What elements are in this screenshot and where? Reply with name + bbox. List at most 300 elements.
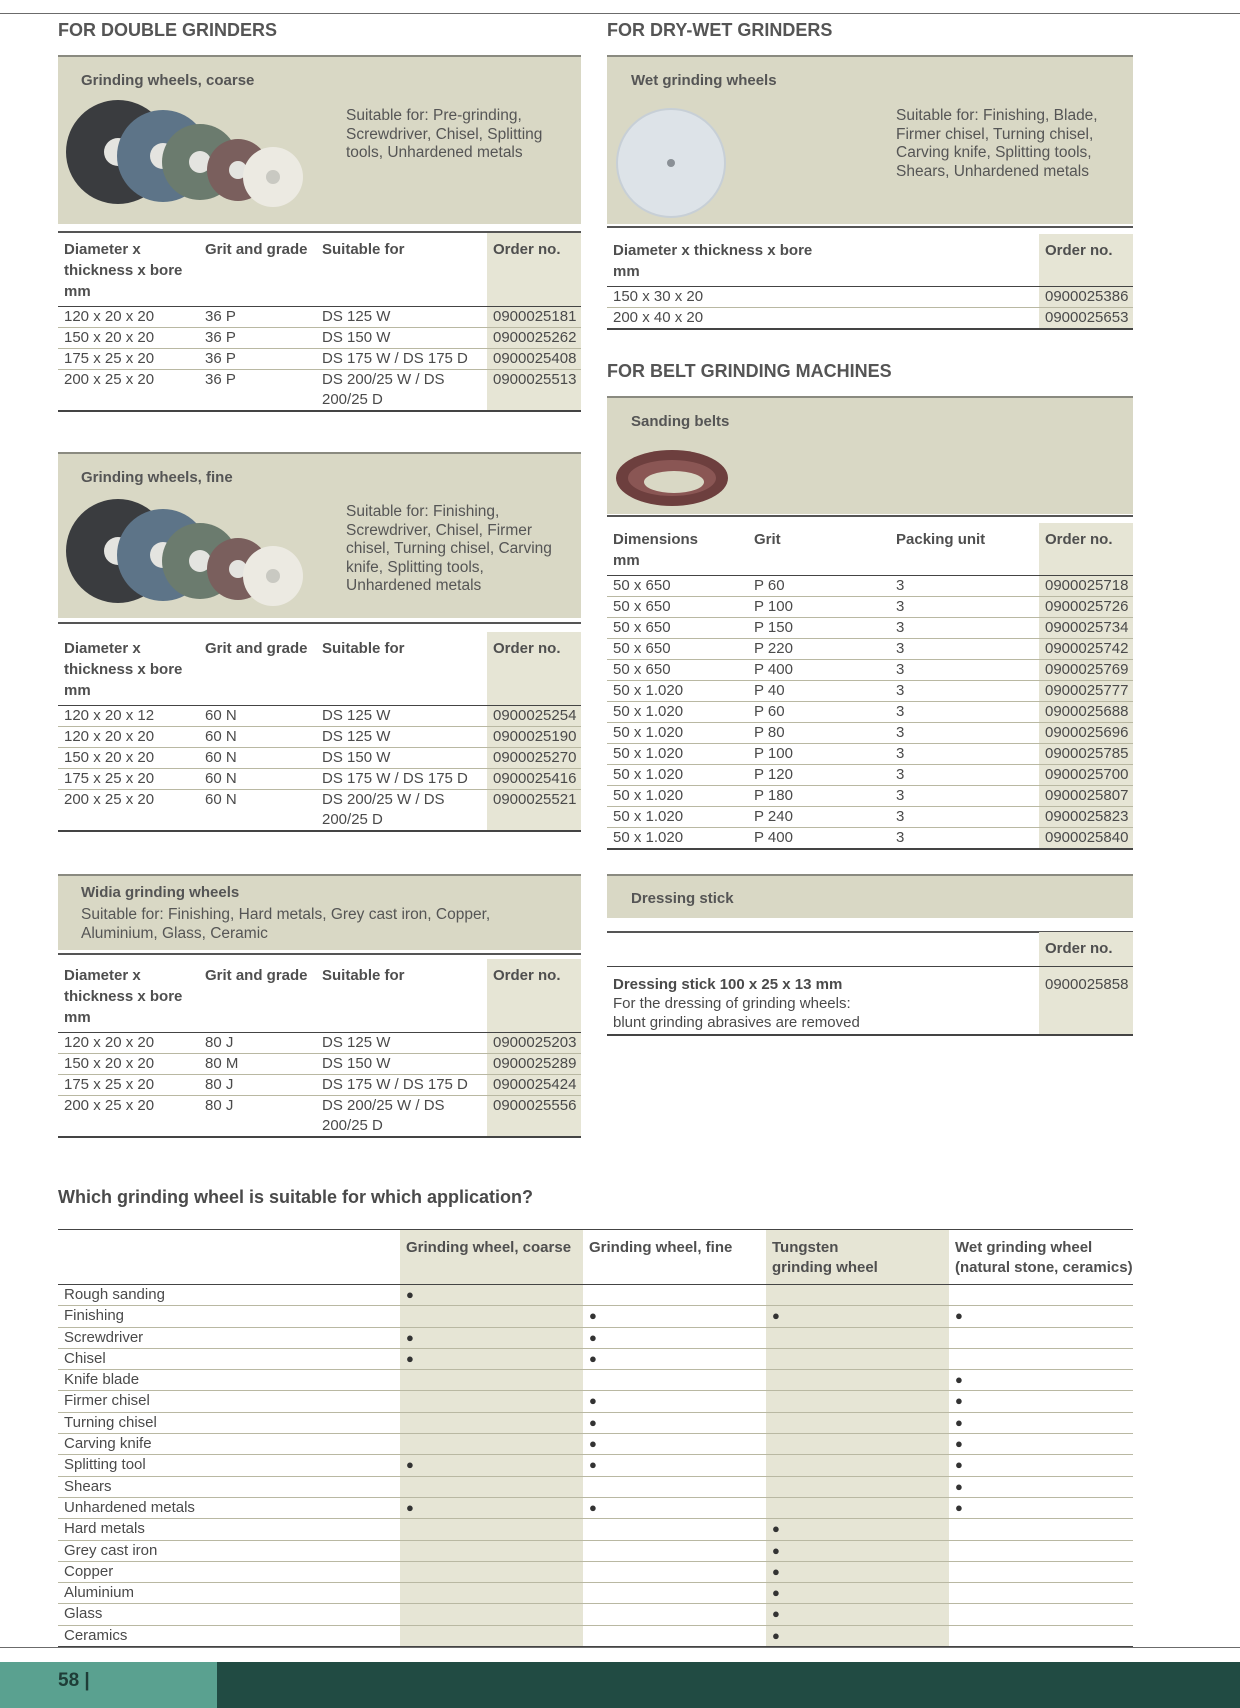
col-header-dimensions: Diameter x thickness x bore mm	[613, 242, 813, 280]
wet-grinding-wheel-image	[615, 107, 727, 224]
matrix-cell	[583, 1370, 766, 1391]
col-header-grit: Grit and grade	[205, 640, 308, 657]
matrix-cell	[766, 1476, 949, 1497]
order-number-cell: 0900025289	[487, 1054, 581, 1075]
table-cell: 60 N	[199, 769, 316, 790]
table-cell: P 400	[748, 660, 890, 681]
matrix-cell	[583, 1625, 766, 1647]
matrix-row	[58, 1561, 1133, 1582]
matrix-cell	[583, 1604, 766, 1625]
table-cell: 175 x 25 x 20	[58, 769, 199, 790]
table-cell: 50 x 1.020	[607, 723, 748, 744]
col-header-tungsten: Tungsten grinding wheel	[766, 1230, 949, 1285]
col-header-grit: Grit	[754, 531, 781, 548]
wet-card-title: Wet grinding wheels	[631, 72, 777, 89]
table-row	[607, 786, 1133, 807]
matrix-row	[58, 1497, 1133, 1518]
table-row	[607, 287, 1133, 308]
table-cell: 200 x 40 x 20	[607, 308, 1039, 330]
wet-wheels-card	[607, 55, 1133, 224]
matrix-row	[58, 1540, 1133, 1561]
matrix-row	[58, 1285, 1133, 1306]
matrix-row	[58, 1434, 1133, 1455]
order-number-cell: 0900025653	[1039, 308, 1133, 330]
separator	[607, 226, 1133, 228]
order-number-cell: 0900025734	[1039, 618, 1133, 639]
application-label: Shears	[58, 1476, 400, 1497]
table-cell: P 40	[748, 681, 890, 702]
table-row	[58, 1033, 581, 1054]
table-cell: DS 150 W	[316, 748, 487, 769]
suitability-dot: ●	[949, 1476, 1133, 1497]
table-cell: 3	[890, 786, 1039, 807]
coarse-suitable-text: Suitable for: Pre-grinding, Screwdriver, Chisel, Splitting tools, Unhardened metals	[346, 107, 543, 161]
grinding-wheels-image	[63, 496, 311, 615]
widia-suitable-text: Suitable for: Finishing, Hard metals, Grey cast iron, Copper, Aluminium, Glass, Ceramic	[81, 906, 491, 942]
suitability-dot: ●	[400, 1497, 583, 1518]
col-header-wet: Wet grinding wheel (natural stone, ceramics)	[955, 1239, 1133, 1276]
table-cell: 3	[890, 702, 1039, 723]
table-cell: DS 200/25 W / DS 200/25 D	[316, 370, 487, 412]
application-label: Unhardened metals	[58, 1497, 400, 1518]
fine-card-title: Grinding wheels, fine	[81, 469, 233, 486]
col-header-dimensions: Diameter x thickness x bore mm	[64, 640, 183, 699]
table-cell: 150 x 30 x 20	[607, 287, 1039, 308]
coarse-wheels-table	[58, 233, 581, 412]
table-cell: 50 x 1.020	[607, 828, 748, 850]
col-header-suitable: Suitable for	[322, 241, 405, 258]
table-cell: DS 175 W / DS 175 D	[316, 1075, 487, 1096]
col-header-order: Order no.	[487, 959, 581, 1033]
table-cell: 50 x 650	[607, 639, 748, 660]
matrix-row	[58, 1306, 1133, 1327]
table-row	[607, 681, 1133, 702]
application-label: Copper	[58, 1561, 400, 1582]
table-row	[607, 744, 1133, 765]
matrix-row	[58, 1412, 1133, 1433]
table-cell: 36 P	[199, 349, 316, 370]
table-cell: DS 125 W	[316, 307, 487, 328]
order-number-cell: 0900025513	[487, 370, 581, 412]
matrix-cell	[400, 1434, 583, 1455]
dressing-stick-description: For the dressing of grinding wheels: blunt grinding abrasives are removed	[613, 994, 860, 1031]
fine-suitable-text: Suitable for: Finishing, Screwdriver, Chisel, Firmer chisel, Turning chisel, Carving knife, Splitting tools, Unhardened metals	[346, 503, 552, 594]
table-row	[607, 660, 1133, 681]
table-row	[58, 727, 581, 748]
table-cell: 150 x 20 x 20	[58, 1054, 199, 1075]
matrix-cell	[949, 1519, 1133, 1540]
order-number-cell: 0900025203	[487, 1033, 581, 1054]
table-cell: 36 P	[199, 307, 316, 328]
table-row	[58, 1096, 581, 1138]
order-number-cell: 0900025416	[487, 769, 581, 790]
table-row	[58, 1075, 581, 1096]
table-cell: P 120	[748, 765, 890, 786]
matrix-cell	[400, 1519, 583, 1540]
application-label: Glass	[58, 1604, 400, 1625]
suitability-dot: ●	[949, 1370, 1133, 1391]
suitability-dot: ●	[400, 1327, 583, 1348]
table-cell: P 100	[748, 744, 890, 765]
suitability-dot: ●	[766, 1540, 949, 1561]
matrix-cell	[583, 1519, 766, 1540]
order-number-cell: 0900025696	[1039, 723, 1133, 744]
table-cell: P 400	[748, 828, 890, 850]
matrix-cell	[583, 1583, 766, 1604]
matrix-cell	[949, 1604, 1133, 1625]
dressing-order-no: 0900025858	[1039, 966, 1133, 1035]
order-number-cell: 0900025807	[1039, 786, 1133, 807]
col-header-grit: Grit and grade	[205, 241, 308, 258]
widia-wheels-table	[58, 959, 581, 1138]
matrix-title: Which grinding wheel is suitable for which application?	[58, 1187, 534, 1207]
matrix-row	[58, 1391, 1133, 1412]
table-cell: 150 x 20 x 20	[58, 328, 199, 349]
matrix-cell	[400, 1370, 583, 1391]
application-label: Aluminium	[58, 1583, 400, 1604]
fine-wheels-card	[58, 452, 581, 618]
col-header-order: Order no.	[1039, 234, 1133, 287]
table-row	[58, 706, 581, 727]
matrix-row	[58, 1519, 1133, 1540]
table-cell: P 150	[748, 618, 890, 639]
table-row	[58, 370, 581, 412]
application-label: Chisel	[58, 1348, 400, 1369]
table-row	[58, 328, 581, 349]
coarse-card-title: Grinding wheels, coarse	[81, 72, 255, 89]
matrix-cell	[400, 1476, 583, 1497]
matrix-row	[58, 1604, 1133, 1625]
table-cell: 50 x 1.020	[607, 702, 748, 723]
matrix-cell	[400, 1625, 583, 1647]
matrix-cell	[766, 1412, 949, 1433]
table-row	[607, 639, 1133, 660]
table-cell: P 240	[748, 807, 890, 828]
suitability-dot: ●	[766, 1519, 949, 1540]
separator	[58, 622, 581, 624]
matrix-row	[58, 1348, 1133, 1369]
order-number-cell: 0900025181	[487, 307, 581, 328]
table-cell: 150 x 20 x 20	[58, 748, 199, 769]
suitability-dot: ●	[766, 1625, 949, 1647]
suitability-dot: ●	[766, 1604, 949, 1625]
table-cell: 3	[890, 744, 1039, 765]
wet-suitable-text: Suitable for: Finishing, Blade, Firmer chisel, Turning chisel, Carving knife, Splitting tools, Shears, Unhardened metals	[896, 107, 1098, 180]
dressing-stick-card	[607, 874, 1133, 918]
table-cell: DS 150 W	[316, 328, 487, 349]
table-cell: 50 x 650	[607, 597, 748, 618]
table-row	[58, 349, 581, 370]
col-header-fine: Grinding wheel, fine	[589, 1239, 733, 1256]
table-cell: P 60	[748, 576, 890, 597]
table-row	[607, 828, 1133, 850]
matrix-cell	[949, 1327, 1133, 1348]
matrix-cell	[766, 1455, 949, 1476]
belt-card-title: Sanding belts	[631, 413, 730, 430]
footer-right-bar	[217, 1662, 1240, 1708]
order-number-cell: 0900025424	[487, 1075, 581, 1096]
application-label: Firmer chisel	[58, 1391, 400, 1412]
matrix-cell	[583, 1561, 766, 1582]
table-cell: 200 x 25 x 20	[58, 790, 199, 832]
col-header-order: Order no.	[1039, 932, 1133, 966]
table-cell: 50 x 1.020	[607, 681, 748, 702]
table-cell: 50 x 1.020	[607, 744, 748, 765]
table-row	[607, 723, 1133, 744]
table-cell: 50 x 1.020	[607, 765, 748, 786]
matrix-cell	[583, 1540, 766, 1561]
table-cell: 3	[890, 639, 1039, 660]
matrix-row	[58, 1583, 1133, 1604]
col-header-dimensions: Diameter x thickness x bore mm	[64, 967, 183, 1026]
matrix-cell	[949, 1540, 1133, 1561]
table-cell: P 100	[748, 597, 890, 618]
order-number-cell: 0900025840	[1039, 828, 1133, 850]
order-number-cell: 0900025823	[1039, 807, 1133, 828]
suitability-dot: ●	[583, 1455, 766, 1476]
col-header-dimensions: Dimensions mm	[613, 531, 699, 569]
sanding-belts-card	[607, 396, 1133, 514]
table-cell: 3	[890, 681, 1039, 702]
table-cell: DS 175 W / DS 175 D	[316, 769, 487, 790]
suitability-dot: ●	[949, 1497, 1133, 1518]
col-header-suitable: Suitable for	[322, 640, 405, 657]
application-label: Rough sanding	[58, 1285, 400, 1306]
suitability-dot: ●	[400, 1348, 583, 1369]
col-header-packing: Packing unit	[896, 531, 986, 548]
table-cell: DS 125 W	[316, 727, 487, 748]
table-row	[607, 597, 1133, 618]
separator	[58, 953, 581, 955]
table-cell: 3	[890, 828, 1039, 850]
order-number-cell: 0900025742	[1039, 639, 1133, 660]
suitability-dot: ●	[949, 1306, 1133, 1327]
suitability-dot: ●	[949, 1391, 1133, 1412]
table-cell: 50 x 650	[607, 576, 748, 597]
suitability-dot: ●	[949, 1455, 1133, 1476]
suitability-dot: ●	[583, 1412, 766, 1433]
table-cell: DS 125 W	[316, 1033, 487, 1054]
suitability-dot: ●	[583, 1327, 766, 1348]
widia-wheels-card	[58, 874, 581, 950]
sanding-belts-table	[607, 523, 1133, 850]
table-cell: 60 N	[199, 727, 316, 748]
matrix-cell	[766, 1285, 949, 1306]
table-cell: P 60	[748, 702, 890, 723]
table-cell: DS 200/25 W / DS 200/25 D	[316, 790, 487, 832]
matrix-cell	[400, 1583, 583, 1604]
matrix-cell	[949, 1348, 1133, 1369]
table-cell: 50 x 1.020	[607, 807, 748, 828]
fine-wheels-table	[58, 632, 581, 832]
matrix-cell	[400, 1604, 583, 1625]
matrix-cell	[949, 1583, 1133, 1604]
order-number-cell: 0900025270	[487, 748, 581, 769]
table-cell: 50 x 650	[607, 618, 748, 639]
suitability-dot: ●	[766, 1561, 949, 1582]
table-cell: 80 J	[199, 1096, 316, 1138]
table-cell: 80 J	[199, 1075, 316, 1096]
sanding-belt-image	[612, 444, 732, 513]
table-cell: DS 175 W / DS 175 D	[316, 349, 487, 370]
table-cell: 3	[890, 618, 1039, 639]
application-label: Hard metals	[58, 1519, 400, 1540]
col-header-coarse: Grinding wheel, coarse	[400, 1230, 583, 1285]
separator	[607, 515, 1133, 517]
order-number-cell: 0900025190	[487, 727, 581, 748]
table-cell: 3	[890, 765, 1039, 786]
table-cell: 175 x 25 x 20	[58, 349, 199, 370]
table-cell: 3	[890, 597, 1039, 618]
col-header-order: Order no.	[487, 233, 581, 307]
order-number-cell: 0900025785	[1039, 744, 1133, 765]
application-label: Carving knife	[58, 1434, 400, 1455]
table-cell: 3	[890, 723, 1039, 744]
grinding-wheels-image	[63, 97, 311, 216]
table-cell: 80 M	[199, 1054, 316, 1075]
col-header-order: Order no.	[487, 632, 581, 706]
col-header-grit: Grit and grade	[205, 967, 308, 984]
order-number-cell: 0900025700	[1039, 765, 1133, 786]
suitability-dot: ●	[766, 1583, 949, 1604]
table-row	[607, 702, 1133, 723]
application-label: Finishing	[58, 1306, 400, 1327]
order-number-cell: 0900025777	[1039, 681, 1133, 702]
matrix-cell	[400, 1412, 583, 1433]
table-row	[607, 618, 1133, 639]
col-header-order: Order no.	[1039, 523, 1133, 576]
table-cell: 120 x 20 x 20	[58, 1033, 199, 1054]
order-number-cell: 0900025769	[1039, 660, 1133, 681]
application-label: Screwdriver	[58, 1327, 400, 1348]
suitability-dot: ●	[583, 1497, 766, 1518]
application-label: Ceramics	[58, 1625, 400, 1647]
top-rule	[0, 13, 1240, 14]
order-number-cell: 0900025688	[1039, 702, 1133, 723]
table-cell: 60 N	[199, 706, 316, 727]
footer-left-bar	[0, 1662, 217, 1708]
table-row	[58, 748, 581, 769]
order-number-cell: 0900025718	[1039, 576, 1133, 597]
table-cell: P 180	[748, 786, 890, 807]
coarse-wheels-card	[58, 55, 581, 224]
matrix-cell	[766, 1327, 949, 1348]
dressing-stick-name: Dressing stick 100 x 25 x 13 mm	[613, 975, 843, 993]
matrix-row	[58, 1625, 1133, 1647]
dressing-stick-table	[607, 932, 1133, 1036]
table-cell: 120 x 20 x 20	[58, 307, 199, 328]
table-cell: DS 125 W	[316, 706, 487, 727]
order-number-cell: 0900025408	[487, 349, 581, 370]
double-grinders-title: FOR DOUBLE GRINDERS	[58, 20, 278, 40]
suitability-dot: ●	[400, 1455, 583, 1476]
table-cell: 36 P	[199, 328, 316, 349]
widia-card-title: Widia grinding wheels	[81, 884, 240, 901]
application-label: Grey cast iron	[58, 1540, 400, 1561]
table-cell: 3	[890, 660, 1039, 681]
application-label: Knife blade	[58, 1370, 400, 1391]
matrix-cell	[949, 1561, 1133, 1582]
table-row	[58, 307, 581, 328]
matrix-cell	[766, 1434, 949, 1455]
suitability-dot: ●	[583, 1391, 766, 1412]
table-cell: 120 x 20 x 12	[58, 706, 199, 727]
table-cell: DS 200/25 W / DS 200/25 D	[316, 1096, 487, 1138]
order-number-cell: 0900025254	[487, 706, 581, 727]
table-cell: 200 x 25 x 20	[58, 1096, 199, 1138]
matrix-cell	[766, 1370, 949, 1391]
matrix-cell	[766, 1348, 949, 1369]
dressing-card-title: Dressing stick	[631, 890, 734, 907]
suitability-dot: ●	[949, 1412, 1133, 1433]
table-cell: 120 x 20 x 20	[58, 727, 199, 748]
table-cell: 36 P	[199, 370, 316, 412]
suitability-dot: ●	[949, 1434, 1133, 1455]
matrix-cell	[583, 1476, 766, 1497]
order-number-cell: 0900025521	[487, 790, 581, 832]
table-row	[58, 790, 581, 832]
table-cell: 50 x 1.020	[607, 786, 748, 807]
belt-machines-title: FOR BELT GRINDING MACHINES	[607, 361, 892, 381]
order-number-cell: 0900025262	[487, 328, 581, 349]
table-cell: 50 x 650	[607, 660, 748, 681]
order-number-cell: 0900025386	[1039, 287, 1133, 308]
table-row	[58, 769, 581, 790]
table-row	[607, 576, 1133, 597]
suitability-dot: ●	[583, 1434, 766, 1455]
matrix-cell	[766, 1497, 949, 1518]
table-row	[607, 308, 1133, 330]
page-number: 58 |	[58, 1670, 90, 1691]
table-cell: 3	[890, 807, 1039, 828]
table-row	[607, 807, 1133, 828]
suitability-dot: ●	[583, 1348, 766, 1369]
table-cell: P 220	[748, 639, 890, 660]
suitability-dot: ●	[400, 1285, 583, 1306]
matrix-row	[58, 1455, 1133, 1476]
table-cell: DS 150 W	[316, 1054, 487, 1075]
matrix-cell	[400, 1306, 583, 1327]
table-row	[58, 1054, 581, 1075]
col-header-suitable: Suitable for	[322, 967, 405, 984]
table-cell: 60 N	[199, 748, 316, 769]
suitability-dot: ●	[583, 1306, 766, 1327]
table-cell: 60 N	[199, 790, 316, 832]
matrix-cell	[949, 1625, 1133, 1647]
matrix-cell	[766, 1391, 949, 1412]
order-number-cell: 0900025556	[487, 1096, 581, 1138]
matrix-cell	[400, 1391, 583, 1412]
table-cell: 200 x 25 x 20	[58, 370, 199, 412]
order-number-cell: 0900025726	[1039, 597, 1133, 618]
table-cell: 3	[890, 576, 1039, 597]
table-cell: P 80	[748, 723, 890, 744]
col-header-dimensions: Diameter x thickness x bore mm	[64, 241, 183, 300]
matrix-cell	[400, 1540, 583, 1561]
application-label: Turning chisel	[58, 1412, 400, 1433]
matrix-row	[58, 1476, 1133, 1497]
matrix-cell	[949, 1285, 1133, 1306]
table-row	[607, 765, 1133, 786]
matrix-cell	[400, 1561, 583, 1582]
matrix-cell	[583, 1285, 766, 1306]
suitability-dot: ●	[766, 1306, 949, 1327]
matrix-row	[58, 1370, 1133, 1391]
matrix-row	[58, 1327, 1133, 1348]
footer-rule	[0, 1647, 1240, 1648]
table-cell: 175 x 25 x 20	[58, 1075, 199, 1096]
wet-wheels-table	[607, 234, 1133, 330]
